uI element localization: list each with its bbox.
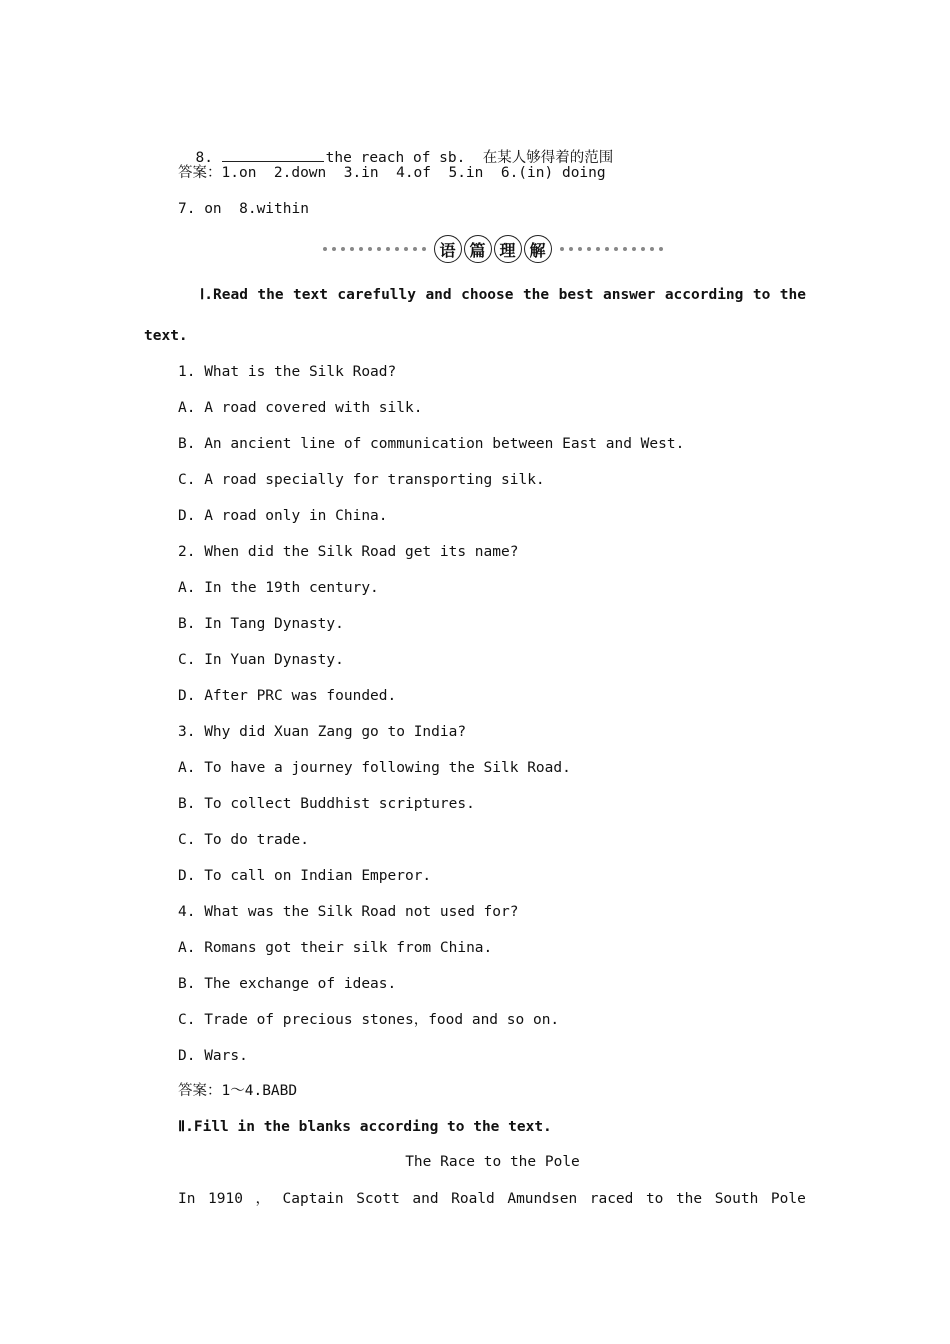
- q1-option-a[interactable]: A. A road covered with silk.: [178, 400, 423, 416]
- q2-option-c[interactable]: C. In Yuan Dynasty.: [178, 652, 344, 668]
- vocab-item-8: [178, 127, 613, 168]
- vocab-item-number: 8.: [195, 150, 222, 166]
- q2-option-d[interactable]: D. After PRC was founded.: [178, 688, 397, 704]
- q3-option-c[interactable]: C. To do trade.: [178, 832, 309, 848]
- vocab-answer-line-1: 答案：1.on 2.down 3.in 4.of 5.in 6.(in) doing: [178, 165, 606, 181]
- passage-word: Roald: [451, 1191, 495, 1207]
- banner-char: 篇: [464, 235, 492, 263]
- passage-word: 1910: [208, 1191, 243, 1207]
- banner-char: 解: [524, 235, 552, 263]
- part1-answer: 答案：1～4.BABD: [178, 1083, 298, 1099]
- fill-blank[interactable]: [222, 147, 324, 162]
- q4-option-b[interactable]: B. The exchange of ideas.: [178, 976, 397, 992]
- banner-dots-right: [560, 247, 663, 251]
- passage-word: In: [178, 1191, 196, 1207]
- passage-word: Amundsen: [507, 1191, 578, 1207]
- passage-title: The Race to the Pole: [405, 1154, 580, 1170]
- question-4: 4. What was the Silk Road not used for?: [178, 904, 519, 920]
- passage-word: Scott: [356, 1191, 400, 1207]
- passage-word: ，: [255, 1191, 270, 1207]
- banner-title: [434, 235, 552, 263]
- q1-option-b[interactable]: B. An ancient line of communication between East and West.: [178, 436, 685, 452]
- passage-first-line: [178, 1189, 806, 1209]
- passage-word: and: [412, 1191, 439, 1207]
- q2-option-a[interactable]: A. In the 19th century.: [178, 580, 379, 596]
- instruction-word: choose: [461, 287, 514, 303]
- question-1: 1. What is the Silk Road?: [178, 364, 397, 380]
- part2-instruction: Ⅱ.Fill in the blanks according to the text.: [178, 1119, 552, 1135]
- instruction-word: to: [752, 287, 771, 303]
- instruction-word: the: [779, 287, 806, 303]
- instruction-word: and: [425, 287, 452, 303]
- section-banner: [315, 233, 670, 265]
- instruction-word: text: [293, 287, 328, 303]
- instruction-word: answer: [602, 287, 656, 303]
- passage-word: raced: [589, 1191, 634, 1207]
- q4-option-a[interactable]: A. Romans got their silk from China.: [178, 940, 493, 956]
- banner-char: 理: [494, 235, 522, 263]
- question-3: 3. Why did Xuan Zang go to India?: [178, 724, 467, 740]
- q1-option-d[interactable]: D. A road only in China.: [178, 508, 388, 524]
- passage-word: Captain: [282, 1191, 344, 1207]
- q1-option-c[interactable]: C. A road specially for transporting silk.: [178, 472, 545, 488]
- passage-word: to: [645, 1191, 664, 1207]
- instruction-word: the: [522, 287, 550, 303]
- q2-option-b[interactable]: B. In Tang Dynasty.: [178, 616, 344, 632]
- question-2: 2. When did the Silk Road get its name?: [178, 544, 519, 560]
- q4-option-c[interactable]: C. Trade of precious stones，food and so on.: [178, 1012, 560, 1028]
- q4-option-d[interactable]: D. Wars.: [178, 1048, 248, 1064]
- passage-word: South: [714, 1191, 759, 1207]
- vocab-answer-line-2: 7. on 8.within: [178, 201, 309, 217]
- banner-dots-left: [323, 247, 426, 251]
- vocab-item-text: the reach of sb. 在某人够得着的范围: [325, 150, 614, 166]
- instruction-word: carefully: [337, 287, 416, 303]
- q3-option-d[interactable]: D. To call on Indian Emperor.: [178, 868, 432, 884]
- q3-option-b[interactable]: B. To collect Buddhist scriptures.: [178, 796, 475, 812]
- passage-word: Pole: [770, 1191, 806, 1207]
- part1-instruction-cont: text.: [144, 328, 188, 344]
- banner-char: 语: [434, 235, 462, 263]
- q3-option-a[interactable]: A. To have a journey following the Silk Road.: [178, 760, 571, 776]
- part1-instruction: [200, 285, 806, 305]
- instruction-word: the: [257, 287, 284, 303]
- instruction-word: best: [558, 287, 594, 303]
- passage-word: the: [675, 1191, 703, 1207]
- instruction-word: Ⅰ.Read: [200, 287, 248, 303]
- instruction-word: according: [664, 287, 744, 303]
